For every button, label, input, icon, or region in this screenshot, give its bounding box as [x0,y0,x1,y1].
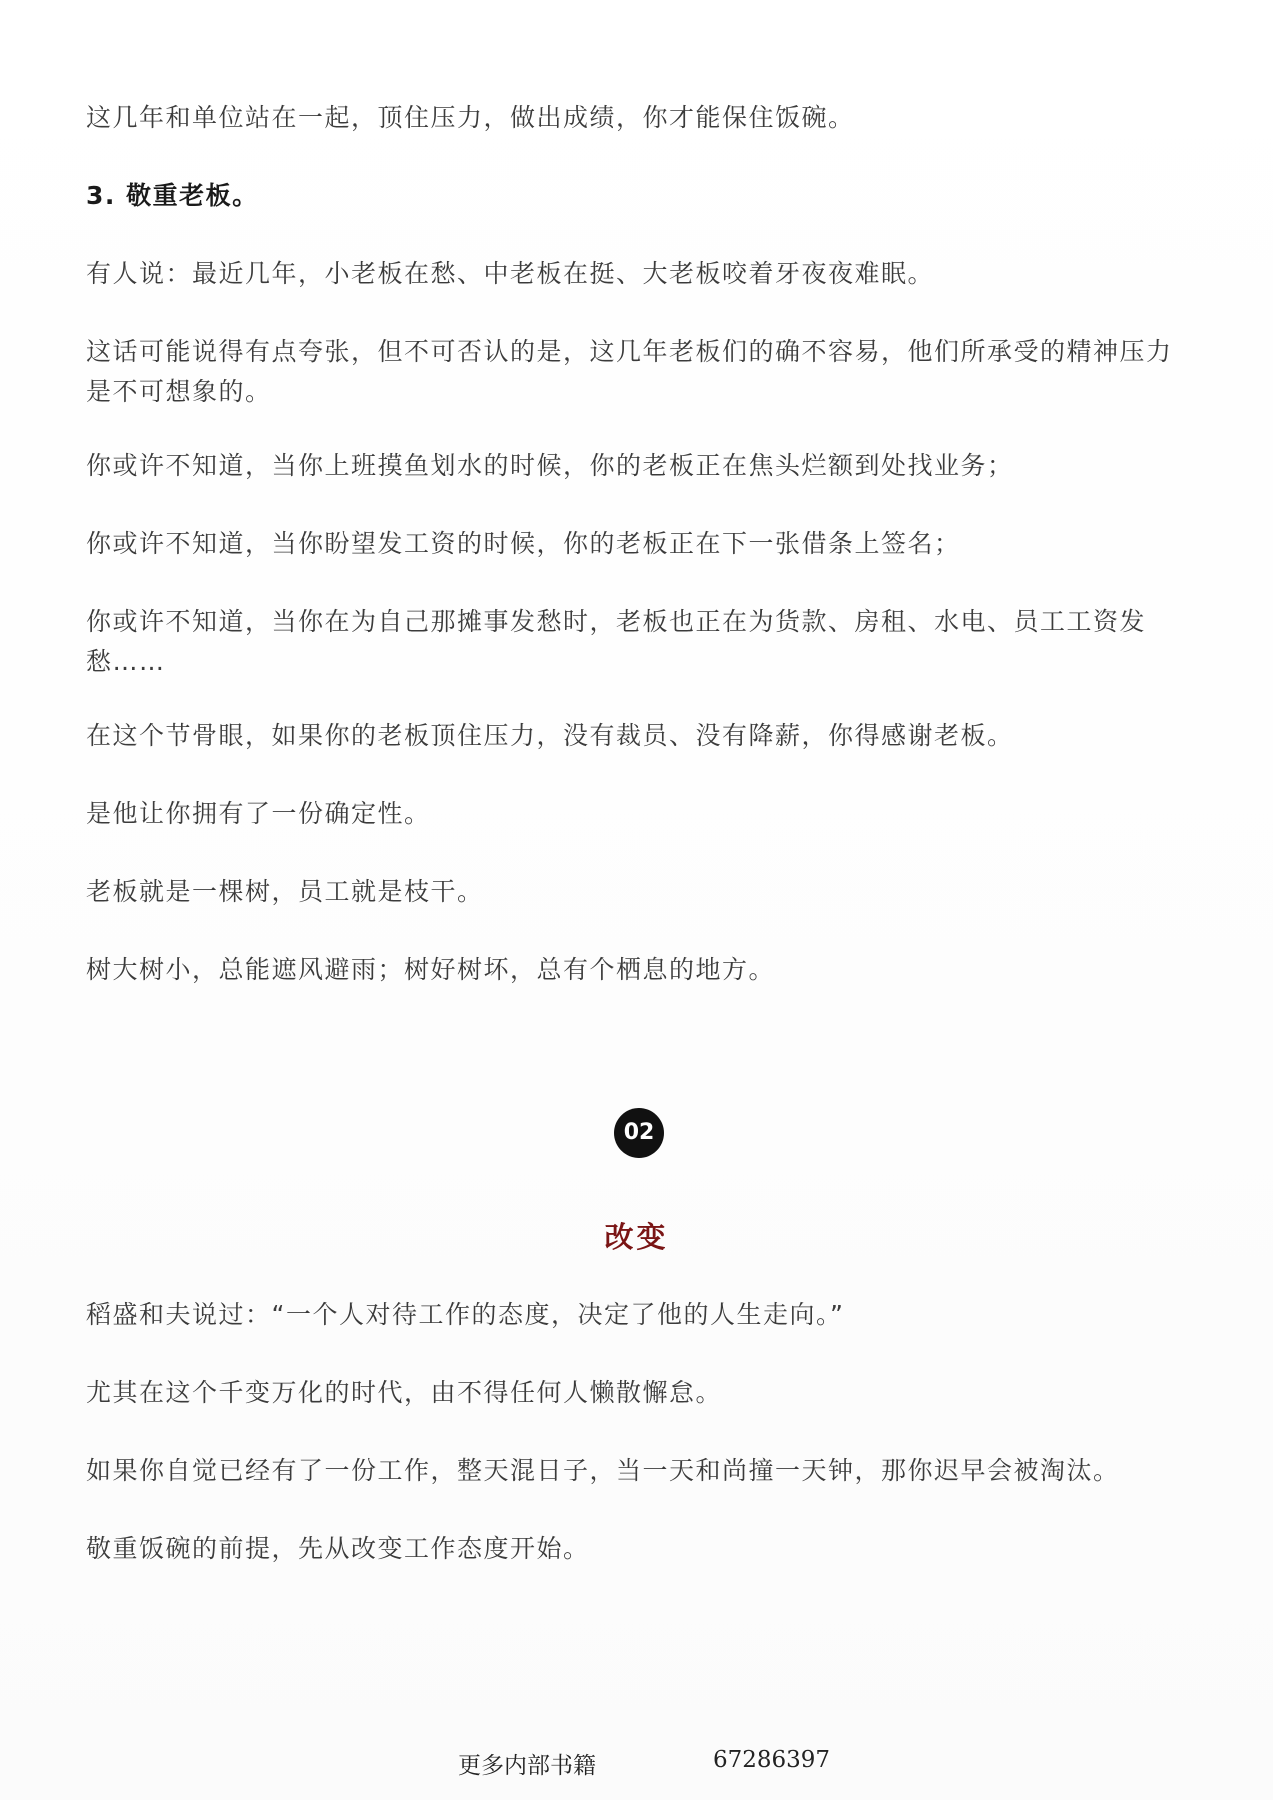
paragraph: 树大树小，总能遮风避雨；树好树坏，总有个栖息的地方。 [86,955,776,984]
section-body [86,1295,1186,1607]
paragraph: 如果你自觉已经有了一份工作，整天混日子，当一天和尚撞一天钟，那你迟早会被淘汰。 [86,1456,1120,1485]
paragraph: 你或许不知道，当你上班摸鱼划水的时候，你的老板正在焦头烂额到处找业务； [86,451,1014,480]
paragraph: 这话可能说得有点夸张，但不可否认的是，这几年老板们的确不容易，他们所承受的精神压力是不可想象的。 [86,337,1173,406]
paragraph: 是他让你拥有了一份确定性。 [86,799,431,828]
section-title: 改变 [604,1220,669,1254]
article-body [86,98,1186,1028]
paragraph: 尤其在这个千变万化的时代，由不得任何人懒散懈怠。 [86,1378,723,1407]
paragraph: 你或许不知道，当你盼望发工资的时候，你的老板正在下一张借条上签名； [86,529,961,558]
paragraph: 有人说：最近几年，小老板在愁、中老板在挺、大老板咬着牙夜夜难眠。 [86,259,935,288]
footer-label: 更多内部书籍 [458,1753,596,1779]
paragraph: 你或许不知道，当你在为自己那摊事发愁时，老板也正在为货款、房租、水电、员工工资发愁…… [86,607,1147,676]
section-number-badge: 02 [614,1108,664,1158]
paragraph: 稻盛和夫说过：“一个人对待工作的态度，决定了他的人生走向。” [86,1300,845,1329]
footer-number: 67286397 [713,1747,831,1773]
intro-paragraph: 这几年和单位站在一起，顶住压力，做出成绩，你才能保住饭碗。 [86,103,855,132]
paragraph: 老板就是一棵树，员工就是枝干。 [86,877,484,906]
paragraph: 在这个节骨眼，如果你的老板顶住压力，没有裁员、没有降薪，你得感谢老板。 [86,721,1014,750]
subheading: 3. 敬重老板。 [86,181,259,210]
paragraph: 敬重饭碗的前提，先从改变工作态度开始。 [86,1534,590,1563]
